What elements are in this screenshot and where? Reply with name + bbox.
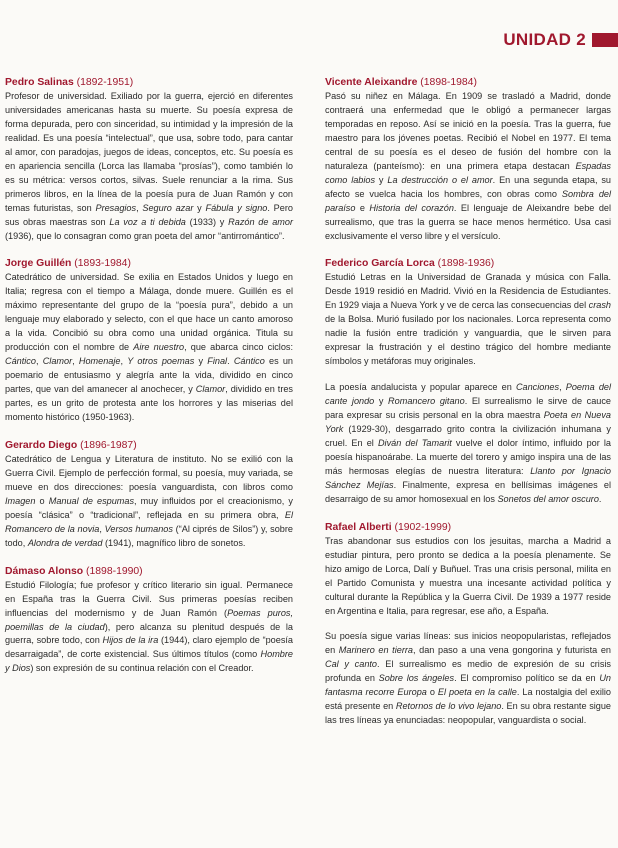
text-run: (1936), que lo consagran como gran poeta del amor “antirromántico”. [5, 230, 285, 241]
text-run: Tras abandonar sus estudios con los jesuitas, marcha a Madrid a estudiar pintura, pero pronto se dedica a la poesía plenamente. Se hizo amigo de Lorca, Dalí y Buñuel. Tras una crisis personal, milita en el Partido Comunista y muestra una incesante actividad política y cultural durante la República y la Guerra Civil. De 1939 a 1977 reside en Argentina e Italia, para regresar, ese año, a España. [325, 535, 611, 616]
author-name: Pedro Salinas [5, 77, 74, 88]
text-run: Su poesía sigue varias líneas: sus inicios neopopularistas, reflejados en [325, 631, 611, 656]
work-title: crash [588, 300, 611, 311]
text-run: (“Al ciprés de Silos”) y, sobre todo, [5, 523, 293, 548]
text-run: Estudió Filología; fue profesor y crítico literario sin igual. Permanece en España tras la Guerra Civil. Sus primeras poesías reciben influencias del modernismo y de Juan Ramón ( [5, 579, 293, 618]
text-run: o [426, 687, 438, 698]
work-title: El poeta en la calle [437, 687, 517, 698]
unit-color-bar [592, 33, 618, 47]
text-run: o [35, 495, 49, 506]
work-title: Romancero gitano [388, 396, 465, 407]
author-entry-vicente-aleixandre [325, 76, 611, 243]
work-title: La destrucción o el amor [387, 174, 493, 185]
text-run: vuelve el dolor íntimo, influido por la poesía hispanoárabe. La muerte del torero y amigo inspira una de las más hermosas elegías de nuestra literatura: [325, 437, 612, 476]
text-run: e [355, 202, 370, 213]
work-title: Clamor [42, 356, 73, 367]
work-title: Sombra del paraíso [325, 188, 611, 213]
text-run: (1944), claro ejemplo de “poesía desarraigada”, de corte existencial. Sus últimos títulos (como [5, 635, 293, 660]
author-entry-pedro-salinas [5, 76, 293, 243]
author-dates: (1902-1999) [394, 521, 452, 533]
work-title: Canciones [515, 382, 560, 393]
text-run: . [598, 493, 602, 504]
work-title: Versos humanos [104, 523, 173, 534]
work-title: Presagios [95, 202, 137, 213]
text-run: , que abarca cinco ciclos: [184, 342, 293, 353]
work-title: Manual de espumas [48, 495, 135, 506]
text-run: (1941), magnífico libro de sonetos. [102, 537, 246, 548]
work-title: Poeta en Nueva York [325, 410, 611, 435]
text-run: , dan paso a una vena gongorina y futurista en [412, 645, 612, 656]
author-dates: (1898-1936) [437, 258, 495, 270]
author-dates: (1892-1951) [76, 77, 134, 88]
text-run: , muy influidos por el creacionismo, y poesía “clásica” o “tradicional”, reflejada en su primera obra, [5, 495, 293, 520]
author-entry-rafael-alberti [325, 521, 611, 728]
work-title: Retornos de lo vivo lejano [395, 701, 502, 712]
bio-paragraph [5, 271, 293, 424]
bio-paragraph [325, 630, 611, 728]
bio-paragraph [325, 381, 611, 507]
work-title: Razón de amor [228, 216, 294, 227]
work-title: Marinero en tierra [338, 645, 413, 656]
text-run: . Finalmente, expresa en bellísimas imágenes el desarraigo de su amor homosexual en los [325, 479, 611, 504]
author-name: Dámaso Alonso [5, 565, 84, 577]
author-dates: (1898-1990) [86, 565, 143, 577]
work-title: Hombre y Dios [5, 649, 293, 674]
text-run: (1933) y [185, 216, 229, 227]
work-title: Hijos de la ira [102, 635, 159, 646]
author-name: Rafael Alberti [325, 521, 392, 533]
text-run: . Pero sus obras maestras son [5, 202, 293, 227]
text-run: La poesía andalucista y popular aparece en [325, 382, 516, 393]
text-run: . El compromiso político se da en [454, 673, 600, 684]
text-run: ), pero alcanza su plenitud después de la guerra, sobre todo, con [5, 621, 293, 646]
work-title: El Romancero de la novia [5, 509, 293, 534]
right-column [325, 76, 611, 742]
bio-paragraph [5, 453, 293, 551]
work-title: Y otros poemas [127, 356, 195, 367]
work-title: Sonetos del amor oscuro [497, 493, 599, 504]
author-heading [325, 76, 611, 89]
text-run: , [35, 356, 43, 367]
work-title: Imagen [5, 495, 36, 506]
text-run: . El surrealismo le sirve de cauce para expresar su crisis personal en la obra maestra [325, 396, 611, 421]
unit-title: UNIDAD 2 [503, 30, 586, 49]
text-run: es un poemario de entusiasmo y alegría ante la vida, dividido en cinco partes, que van del amanecer al anochecer, y [5, 356, 293, 395]
text-run: , dividido en tres partes, es un grito de protesta ante los horrores y las miserias del momento histórico (1950-1963). [5, 384, 293, 423]
author-entry-damaso-alonso [5, 565, 293, 677]
work-title: Fábula y signo [205, 202, 268, 213]
work-title: Espadas como labios [325, 160, 611, 185]
text-run: . La nostalgia del exilio está presente en [325, 687, 611, 712]
unit-header [503, 30, 618, 50]
work-title: Final [207, 356, 228, 367]
author-entry-jorge-guillen [5, 257, 293, 424]
bio-paragraph [5, 90, 293, 243]
text-run: y [375, 174, 388, 185]
author-name: Vicente Aleixandre [325, 77, 418, 88]
author-heading [325, 257, 611, 270]
author-name: Federico García Lorca [325, 258, 435, 270]
bio-paragraph [325, 90, 611, 243]
work-title: Poema del cante jondo [325, 382, 612, 407]
text-run: ) son expresión de su continua relación con el Creador. [30, 663, 254, 674]
text-run: . El surrealismo es medio de expresión de su crisis profunda en [325, 659, 611, 684]
author-heading [325, 521, 611, 534]
work-title: Seguro azar [142, 202, 194, 213]
work-title: Historia del corazón [369, 202, 454, 213]
work-title: Sobre los ángeles [378, 673, 455, 684]
text-run: . [227, 356, 234, 367]
text-run: y [374, 396, 389, 407]
text-run: Catedrático de universidad. Se exilia en Estados Unidos y luego en Italia; regresa con el tiempo a Málaga, donde muere. Guillén es el máximo representante del grupo de la “poesía pura”, debido a un lenguaje muy elaborado y selecto, con el que hace un canto amoroso a la vida. Concibió su obra como una unidad orgánica. Titula su producción con el nombre de [5, 272, 293, 353]
author-dates: (1898-1984) [420, 77, 477, 88]
author-heading [5, 439, 293, 452]
work-title: Cal y canto [325, 659, 377, 670]
work-title: La voz a ti debida [109, 216, 186, 227]
work-title: Aire nuestro [133, 342, 185, 353]
text-run: , [99, 523, 105, 534]
text-run: Estudió Letras en la Universidad de Granada y música con Falla. Desde 1919 residió en Madrid. Vivió en la Residencia de Estudiantes. En 1929 viaja a Nueva York y ve de cerca las consecuencias del [325, 272, 611, 311]
work-title: Cántico [233, 356, 265, 367]
work-title: Alondra de verdad [27, 537, 103, 548]
author-heading [5, 565, 293, 578]
work-title: Llanto por Ignacio Sánchez Mejías [325, 465, 612, 490]
text-run: , [120, 356, 128, 367]
work-title: Poemas puros, poemillas de la ciudad [5, 607, 294, 632]
bio-paragraph [325, 271, 611, 369]
text-run: de la Bolsa. Murió fusilado por los nacionales. Lorca representa como nadie la fusión entre tradición y vanguardia, que le sirven para expresar la frustración y el destino trágico del hombre mediante símbolos y metáforas muy originales. [325, 314, 611, 367]
text-run: . El lenguaje de Aleixandre bebe del surrealismo, que tras la guerra se hace menos hermético. Usa casi exclusivamente el verso libre y el versículo. [325, 202, 611, 241]
text-run: , [559, 382, 566, 393]
text-run: , [72, 356, 79, 367]
text-run: y [193, 202, 206, 213]
author-name: Jorge Guillén [5, 258, 72, 270]
work-title: Un fantasma recorre Europa [325, 673, 611, 698]
text-run: . En una segunda etapa, su afecto se vuelca hacia los hombres, con obras como [325, 174, 612, 199]
author-dates: (1896-1987) [80, 439, 137, 451]
author-heading [5, 257, 293, 270]
work-title: Cántico [5, 356, 36, 367]
text-run: Pasó su niñez en Málaga. En 1909 se trasladó a Madrid, donde contraerá una enfermedad que le obligó a permanecer largas temporadas en reposo. Así se inició en la poesía. Tras la guerra, fue maestro para los jóvenes poetas. Recibió el Nobel en 1977. El tema central de su poesía es el deseo de fusión del hombre con la naturaleza (panteísmo): en una primera etapa destacan [325, 91, 611, 171]
author-heading [5, 76, 293, 89]
text-run: . En su obra restante sigue las tres líneas ya enunciadas: neopopular, vanguardista o social. [325, 701, 612, 726]
work-title: Diván del Tamarit [377, 437, 452, 448]
work-title: Clamor [195, 384, 226, 395]
text-run: y [194, 356, 208, 367]
text-run: Catedrático de Lengua y Literatura de instituto. No se exilió con la Guerra Civil. Ejemplo de perfección formal, su poesía, muy variada, se mueve en dos direcciones: poesía vanguardista, con libros como [5, 453, 293, 492]
bio-paragraph [325, 535, 611, 619]
author-dates: (1893-1984) [74, 258, 131, 270]
content-columns [5, 76, 611, 742]
left-column [5, 76, 293, 742]
text-run: (1929-30), desgarrado grito contra la civilización inhumana y cruel. En el [325, 424, 611, 448]
bio-paragraph [5, 579, 293, 677]
author-name: Gerardo Diego [5, 439, 78, 451]
author-entry-federico-garcia-lorca [325, 257, 611, 506]
author-entry-gerardo-diego [5, 439, 293, 551]
text-run: , [136, 202, 143, 213]
text-run: Profesor de universidad. Exiliado por la guerra, ejerció en diferentes universidades americanas hasta su muerte. Su poesía expresa de forma depurada, pero con sinceridad, su intimidad y la impresión de la realidad. Es una poesía “intelectual”, que usa, sobre todo, para cantar al amor, con paradojas, juegos de ideas, conceptos, etc. Su poesía es en apariencia sencilla (Lorca las llamaba “prosías”), como también lo es su métrica: versos cortos, silvas. Suele renunciar a la rima. Sus primeros libros, en la línea de la poesía pura de Juan Ramón y con temas futuristas, son [5, 91, 293, 213]
work-title: Homenaje [78, 356, 121, 367]
